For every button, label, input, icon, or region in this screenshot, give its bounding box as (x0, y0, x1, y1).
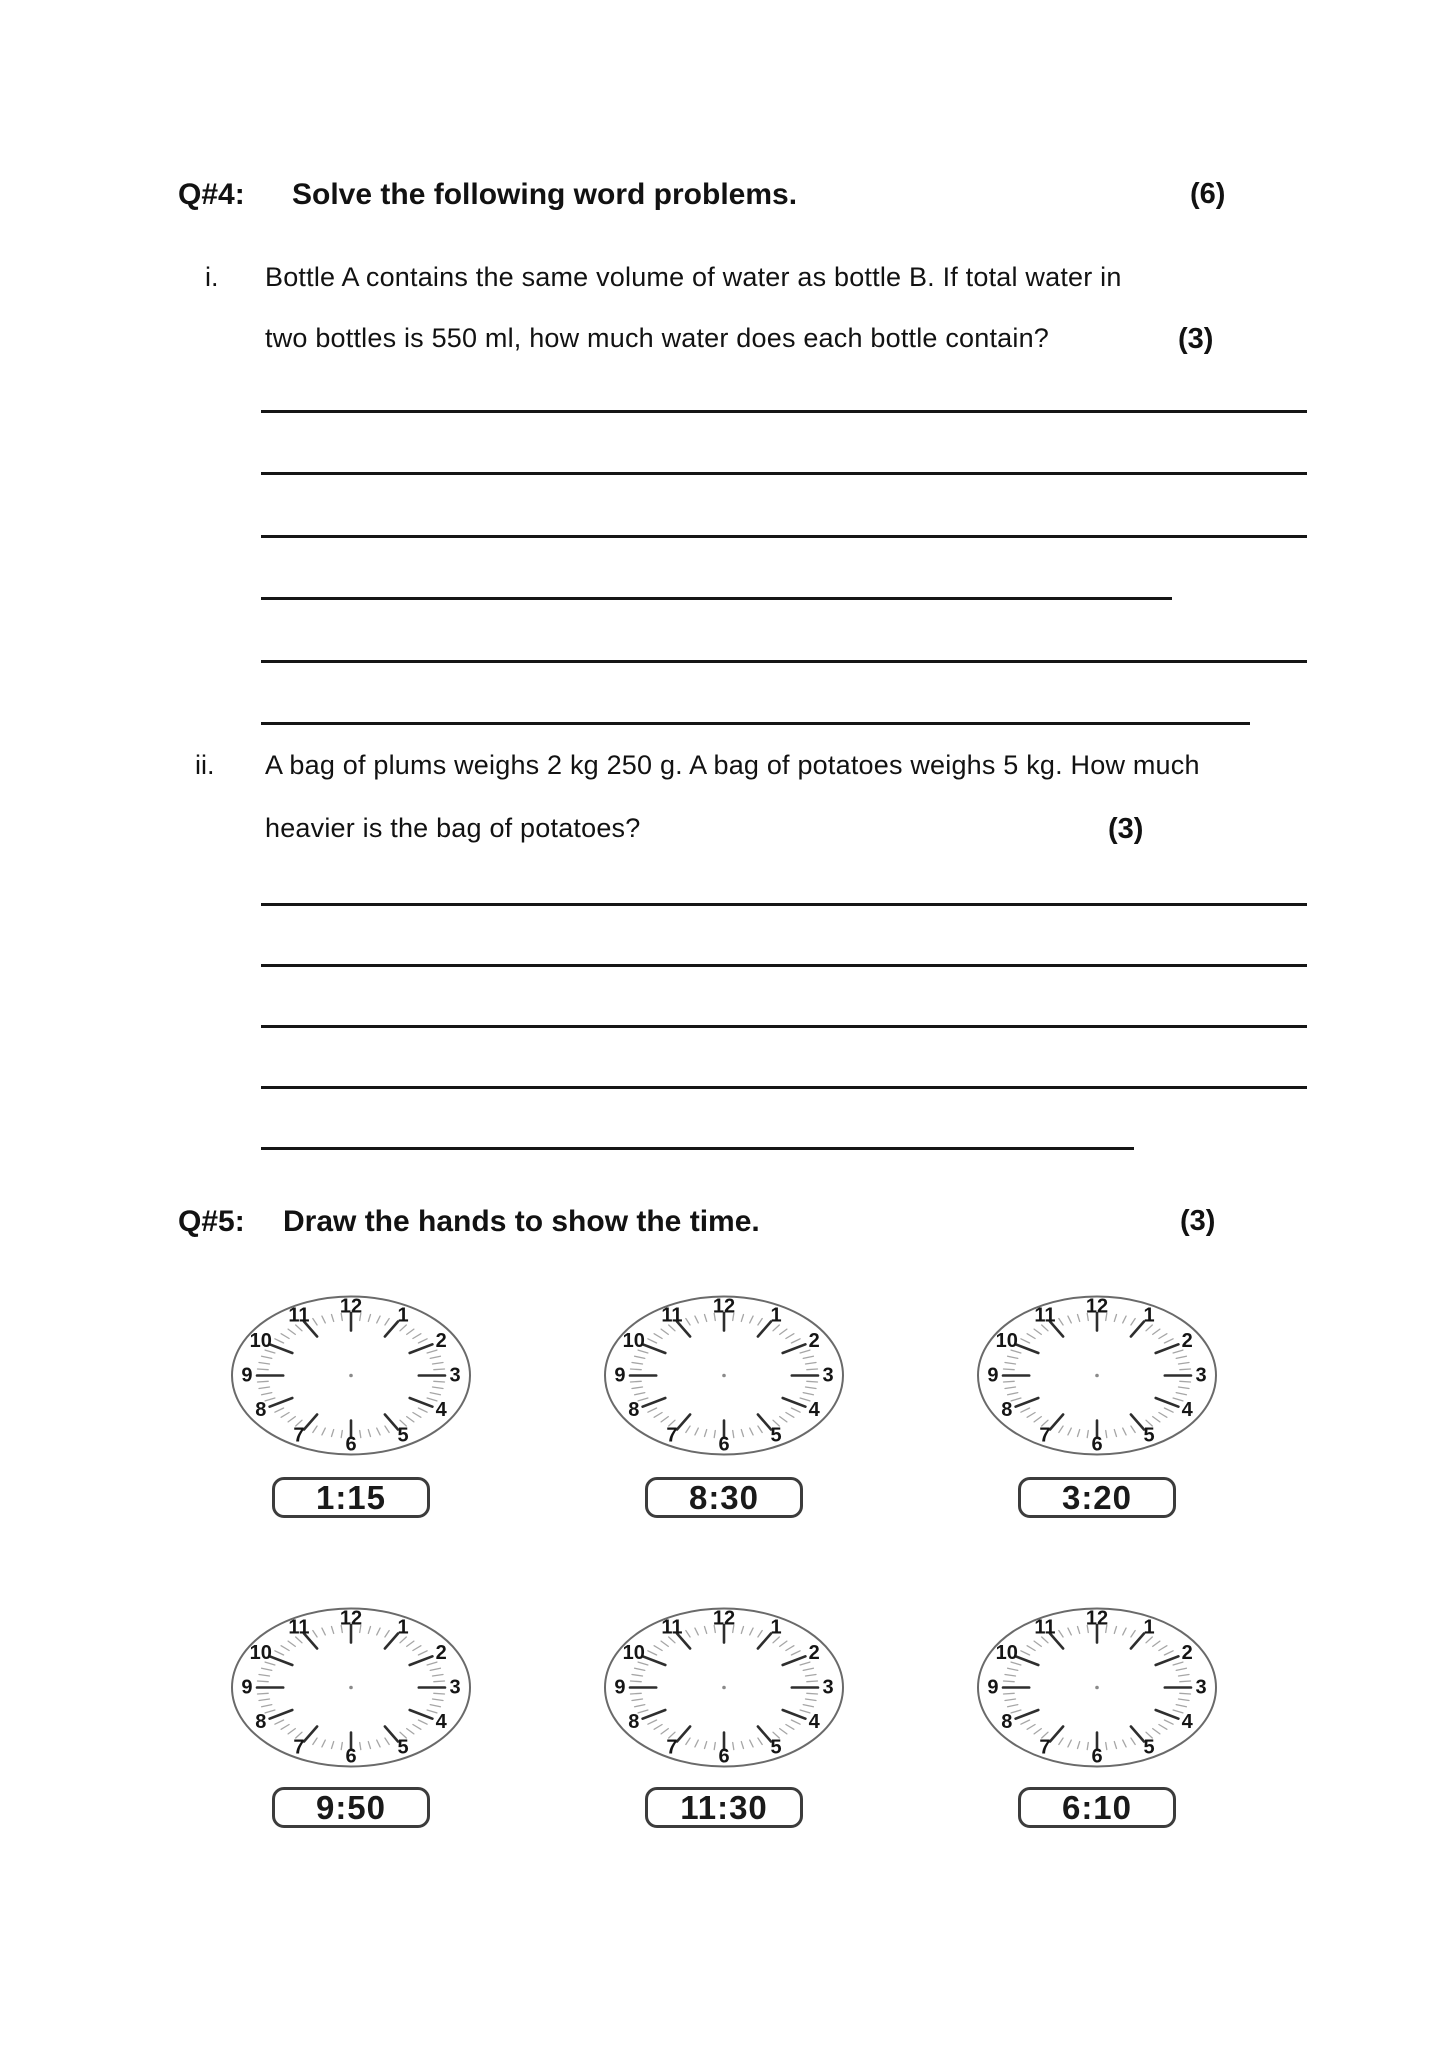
svg-text:8: 8 (1001, 1711, 1013, 1734)
item-i-text-line1: Bottle A contains the same volume of water as bottle B. If total water in (265, 262, 1122, 292)
svg-text:2: 2 (1181, 1329, 1193, 1352)
q4-title: Solve the following word problems. (292, 178, 798, 211)
time-label: 11:30 (680, 1789, 768, 1826)
item-i-text-line2: two bottles is 550 ml, how much water does each bottle contain? (265, 323, 1050, 353)
svg-text:5: 5 (397, 1424, 409, 1447)
time-label: 9:50 (315, 1789, 387, 1826)
svg-text:3: 3 (449, 1364, 461, 1387)
time-label: 3:20 (1061, 1479, 1133, 1516)
svg-text:4: 4 (1181, 1711, 1193, 1734)
svg-text:4: 4 (1181, 1399, 1193, 1422)
q4-heading (0, 178, 1448, 222)
q5-title: Draw the hands to show the time. (283, 1205, 760, 1238)
svg-text:11: 11 (1034, 1616, 1056, 1639)
svg-text:5: 5 (1143, 1736, 1155, 1759)
svg-text:9: 9 (241, 1676, 253, 1699)
svg-text:1: 1 (397, 1304, 409, 1327)
q4-marks: (6) (1190, 178, 1226, 210)
svg-text:12: 12 (339, 1607, 363, 1630)
q5-label: Q#5: (178, 1205, 245, 1238)
svg-text:8: 8 (255, 1399, 267, 1422)
svg-text:9: 9 (987, 1364, 999, 1387)
svg-text:2: 2 (435, 1329, 447, 1352)
svg-text:11: 11 (1034, 1304, 1056, 1327)
q4-label: Q#4: (178, 178, 245, 211)
svg-text:7: 7 (1039, 1424, 1051, 1447)
time-label: 6:10 (1061, 1789, 1133, 1826)
clock-dial (976, 1605, 1218, 1770)
clock-dial (230, 1293, 472, 1458)
svg-text:1: 1 (397, 1616, 409, 1639)
svg-text:9: 9 (614, 1676, 626, 1699)
svg-text:1: 1 (770, 1616, 782, 1639)
svg-text:7: 7 (666, 1736, 678, 1759)
svg-text:12: 12 (339, 1295, 363, 1318)
answer-line[interactable] (261, 410, 1307, 413)
clock-dial (603, 1293, 845, 1458)
answer-line[interactable] (261, 903, 1307, 906)
svg-text:1: 1 (770, 1304, 782, 1327)
svg-text:6: 6 (1091, 1433, 1103, 1456)
svg-text:2: 2 (435, 1641, 447, 1664)
clock-face-4[interactable] (230, 1605, 472, 1770)
svg-text:8: 8 (1001, 1399, 1013, 1422)
answer-line[interactable] (261, 597, 1172, 600)
clock-dial (230, 1605, 472, 1770)
q5-marks: (3) (1180, 1205, 1216, 1237)
item-i-numeral: i. (205, 262, 219, 292)
time-label: 8:30 (688, 1479, 760, 1516)
svg-text:8: 8 (255, 1711, 267, 1734)
svg-text:12: 12 (712, 1607, 736, 1630)
svg-text:7: 7 (293, 1424, 305, 1447)
svg-text:10: 10 (995, 1329, 1018, 1352)
item-ii-text-line2: heavier is the bag of potatoes? (265, 813, 641, 843)
svg-text:3: 3 (1195, 1676, 1207, 1699)
svg-text:5: 5 (770, 1736, 782, 1759)
q4-item-i-line1 (0, 262, 1448, 306)
svg-text:3: 3 (1195, 1364, 1207, 1387)
svg-text:1: 1 (1143, 1616, 1155, 1639)
svg-text:10: 10 (995, 1641, 1018, 1664)
svg-text:10: 10 (249, 1329, 272, 1352)
svg-text:6: 6 (718, 1433, 730, 1456)
answer-line[interactable] (261, 660, 1307, 663)
svg-text:10: 10 (622, 1329, 645, 1352)
svg-text:9: 9 (241, 1364, 253, 1387)
time-label-box (1018, 1787, 1176, 1828)
answer-line[interactable] (261, 535, 1307, 538)
clock-dial (603, 1605, 845, 1770)
svg-text:3: 3 (449, 1676, 461, 1699)
svg-text:10: 10 (249, 1641, 272, 1664)
svg-text:11: 11 (661, 1304, 683, 1327)
answer-line[interactable] (261, 472, 1307, 475)
svg-text:12: 12 (1085, 1607, 1109, 1630)
q4-item-ii-line1 (0, 750, 1448, 794)
svg-text:6: 6 (345, 1745, 357, 1768)
svg-text:8: 8 (628, 1399, 640, 1422)
answer-line[interactable] (261, 964, 1307, 967)
clock-face-1[interactable] (230, 1293, 472, 1458)
svg-text:11: 11 (288, 1304, 310, 1327)
svg-text:7: 7 (666, 1424, 678, 1447)
answer-line[interactable] (261, 1147, 1134, 1150)
svg-text:4: 4 (435, 1399, 447, 1422)
svg-text:4: 4 (808, 1399, 820, 1422)
svg-text:9: 9 (614, 1364, 626, 1387)
svg-text:5: 5 (1143, 1424, 1155, 1447)
item-ii-marks: (3) (1108, 813, 1144, 845)
svg-text:11: 11 (661, 1616, 683, 1639)
time-label-box (272, 1477, 430, 1518)
time-label: 1:15 (315, 1479, 387, 1516)
item-ii-numeral: ii. (195, 750, 215, 780)
svg-text:4: 4 (435, 1711, 447, 1734)
svg-text:5: 5 (770, 1424, 782, 1447)
svg-text:3: 3 (822, 1676, 834, 1699)
time-label-box (1018, 1477, 1176, 1518)
svg-text:7: 7 (293, 1736, 305, 1759)
svg-text:9: 9 (987, 1676, 999, 1699)
svg-text:3: 3 (822, 1364, 834, 1387)
item-i-marks: (3) (1178, 323, 1214, 355)
svg-text:4: 4 (808, 1711, 820, 1734)
svg-text:7: 7 (1039, 1736, 1051, 1759)
svg-text:10: 10 (622, 1641, 645, 1664)
q4-item-ii-line2 (0, 813, 1448, 857)
q5-heading (0, 1205, 1448, 1249)
q4-item-i-line2 (0, 323, 1448, 367)
time-label-box (645, 1787, 803, 1828)
time-label-box (645, 1477, 803, 1518)
svg-text:6: 6 (718, 1745, 730, 1768)
clock-face-3[interactable] (976, 1293, 1218, 1458)
item-ii-text-line1: A bag of plums weighs 2 kg 250 g. A bag of potatoes weighs 5 kg. How much (265, 750, 1200, 780)
clock-face-2[interactable] (603, 1293, 845, 1458)
svg-text:8: 8 (628, 1711, 640, 1734)
clock-dial (976, 1293, 1218, 1458)
clock-face-6[interactable] (976, 1605, 1218, 1770)
time-label-box (272, 1787, 430, 1828)
svg-text:12: 12 (1085, 1295, 1109, 1318)
svg-text:11: 11 (288, 1616, 310, 1639)
svg-text:2: 2 (1181, 1641, 1193, 1664)
svg-text:12: 12 (712, 1295, 736, 1318)
answer-line[interactable] (261, 1086, 1307, 1089)
answer-line[interactable] (261, 1025, 1307, 1028)
svg-text:1: 1 (1143, 1304, 1155, 1327)
svg-text:6: 6 (1091, 1745, 1103, 1768)
svg-text:2: 2 (808, 1329, 820, 1352)
svg-text:2: 2 (808, 1641, 820, 1664)
answer-line[interactable] (261, 722, 1250, 725)
svg-text:6: 6 (345, 1433, 357, 1456)
svg-text:5: 5 (397, 1736, 409, 1759)
clock-face-5[interactable] (603, 1605, 845, 1770)
